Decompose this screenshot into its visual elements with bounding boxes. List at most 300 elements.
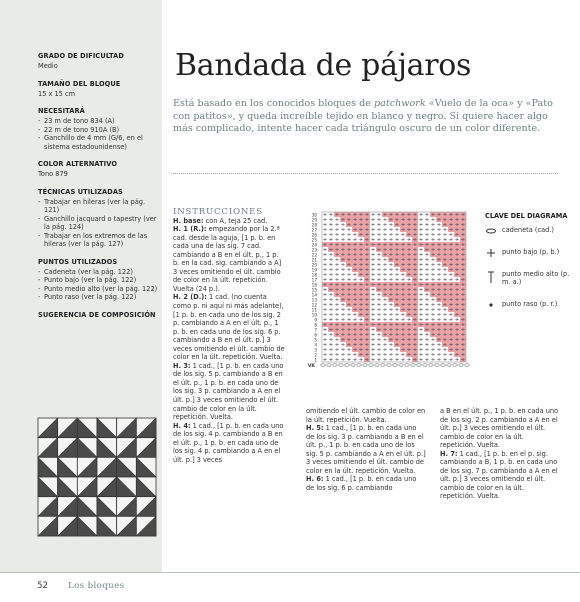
- block-size-heading: TAMAÑO DEL BLOQUE: [38, 79, 121, 88]
- stitch-symbol: [389, 238, 393, 241]
- single-crochet-icon: [485, 248, 499, 262]
- stitch-symbol: [371, 353, 375, 356]
- stitches-list: [38, 268, 158, 302]
- stitch-symbol: [341, 308, 345, 311]
- stitch-symbol: [323, 278, 327, 281]
- row-number-label: 23: [311, 247, 317, 253]
- stitch-symbol: [383, 308, 387, 311]
- block-size-value: 15 x 15 cm: [38, 89, 76, 98]
- row-text: 1 cad., [1 p. b. en cada uno de los sig. 3 p. cambiando a B en el últ. p., 1 p. b. en cada uno de los sig. 5 p. cambiando a A en el últ. p.] 3 veces omitiendo el últ. cambio de color en la últ. repetición. Vuelta.: [306, 424, 426, 475]
- stitch-symbol: [323, 353, 327, 356]
- stitch-symbol: [335, 313, 339, 316]
- chain-stitch-mark: [393, 364, 398, 366]
- stitch-symbol: [425, 353, 429, 356]
- row-number-label: 11: [311, 307, 317, 313]
- row-text: 1 cad. (no cuenta como p. ni aquí ni más adelante), [1 p. b. en cada uno de los sig. 2 p. cambiando a A en el últ. p., 1 p. b. en cada uno de los sig. 6 p. cambiando a B en el últ. p.] 3 veces omitiendo el últ. cambio de color en la últ. repetición. Vuelta.: [173, 293, 285, 362]
- stitch-symbol: [389, 303, 393, 306]
- row-number-label: 20: [311, 262, 317, 268]
- chain-stitch-mark: [453, 364, 458, 366]
- slip-stitch-icon: [485, 300, 499, 314]
- stitch-symbol: [383, 358, 387, 361]
- stitch-chart: [300, 208, 470, 369]
- stitch-symbol: [371, 333, 375, 336]
- stitch-symbol: [323, 253, 327, 256]
- stitch-symbol: [395, 308, 399, 311]
- stitch-symbol: [383, 238, 387, 241]
- row-number-label: 4: [314, 342, 317, 348]
- stitch-symbol: [383, 338, 387, 341]
- stitch-symbol: [371, 268, 375, 271]
- stitch-symbol: [323, 288, 327, 291]
- list-item: - 22 m de tono 910A (B): [38, 126, 158, 135]
- stitch-symbol: [353, 278, 357, 281]
- chain-stitch-mark: [405, 364, 410, 366]
- key-label: punto raso (p. r.): [502, 300, 558, 308]
- stitch-symbol: [437, 228, 441, 231]
- materials-list: [38, 117, 158, 151]
- stitch-symbol: [371, 248, 375, 251]
- stitch-symbol: [383, 263, 387, 266]
- stitch-symbol: [329, 348, 333, 351]
- sidebar-panel: [0, 0, 162, 572]
- stitch-symbol: [437, 273, 441, 276]
- stitch-symbol: [425, 253, 429, 256]
- stitch-symbol: [425, 268, 429, 271]
- stitch-symbol: [449, 353, 453, 356]
- stitch-symbol: [371, 298, 375, 301]
- key-item-single-crochet: [485, 248, 570, 266]
- instruction-paragraph: [306, 424, 426, 475]
- stitch-symbol: [335, 258, 339, 261]
- stitch-symbol: [377, 313, 381, 316]
- instruction-paragraph: [440, 450, 560, 501]
- stitch-symbol: [383, 348, 387, 351]
- row-text: omitiendo el últ. cambio de color en la últ. repetición. Vuelta.: [306, 407, 426, 424]
- stitch-symbol: [377, 338, 381, 341]
- stitch-symbol: [383, 268, 387, 271]
- row-text: 1 cad., [1 p. b. en cada uno de los sig. 4 p. cambiando a B en el últ. p., 1 p. b. en cada uno de los sig. 4 p. cambiando a A en el últ. p.] 3 veces: [173, 421, 284, 464]
- row-number-label: 19: [311, 267, 317, 273]
- chain-stitch-mark: [333, 364, 338, 366]
- stitch-symbol: [329, 303, 333, 306]
- difficulty-section: [38, 52, 158, 71]
- stitch-symbol: [341, 228, 345, 231]
- stitch-symbol: [437, 263, 441, 266]
- stitch-symbol: [419, 228, 423, 231]
- stitch-symbol: [329, 338, 333, 341]
- stitch-symbol: [455, 238, 459, 241]
- stitch-symbol: [431, 308, 435, 311]
- stitch-symbol: [329, 353, 333, 356]
- stitch-symbol: [341, 348, 345, 351]
- instruction-paragraph: [306, 407, 426, 424]
- stitch-symbol: [335, 348, 339, 351]
- composition-heading: SUGERENCIA DE COMPOSICIÓN: [38, 310, 156, 319]
- stitch-symbol: [359, 238, 363, 241]
- stitch-symbol: [371, 338, 375, 341]
- row-number-label: 21: [311, 257, 317, 263]
- stitch-symbol: [347, 318, 351, 321]
- stitch-symbol: [449, 233, 453, 236]
- row-number-label: 16: [311, 282, 317, 288]
- stitch-symbol: [401, 238, 405, 241]
- instruction-paragraph: [173, 217, 285, 226]
- stitch-symbol: [377, 238, 381, 241]
- stitch-symbol: [371, 288, 375, 291]
- alt-color-heading: COLOR ALTERNATIVO: [38, 160, 118, 169]
- stitch-symbol: [329, 258, 333, 261]
- stitch-symbol: [341, 353, 345, 356]
- stitch-symbol: [335, 298, 339, 301]
- stitch-symbol: [383, 353, 387, 356]
- stitch-symbol: [329, 253, 333, 256]
- stitch-symbol: [449, 358, 453, 361]
- stitch-symbol: [341, 223, 345, 226]
- stitch-symbol: [353, 313, 357, 316]
- stitch-symbol: [329, 333, 333, 336]
- list-item: - Trabajar en hileras (ver la pág. 121): [38, 198, 158, 215]
- stitch-symbol: [443, 228, 447, 231]
- list-item: - Punto bajo (ver la pág. 122): [38, 276, 158, 285]
- stitch-symbol: [323, 218, 327, 221]
- stitch-symbol: [347, 268, 351, 271]
- stitch-symbol: [323, 303, 327, 306]
- stitch-symbol: [329, 263, 333, 266]
- difficulty-value: Medio: [38, 62, 58, 70]
- chain-stitch-mark: [345, 364, 350, 366]
- stitch-symbol: [431, 318, 435, 321]
- stitch-symbol: [437, 303, 441, 306]
- stitch-symbol: [371, 238, 375, 241]
- stitch-symbol: [443, 278, 447, 281]
- key-label: punto bajo (p. b.): [502, 248, 560, 256]
- stitch-symbol: [353, 353, 357, 356]
- row-label: H. 1 (R.):: [173, 225, 207, 234]
- stitch-symbol: [335, 343, 339, 346]
- stitch-symbol: [341, 268, 345, 271]
- stitch-symbol: [359, 358, 363, 361]
- stitch-symbol: [329, 213, 333, 216]
- chain-stitch-mark: [321, 364, 326, 366]
- stitch-symbol: [437, 348, 441, 351]
- list-item: - Cadeneta (ver la pág. 122): [38, 268, 158, 277]
- stitch-symbol: [401, 273, 405, 276]
- page-title: Bandada de pájaros: [175, 48, 472, 83]
- stitch-symbol: [389, 263, 393, 266]
- row-number-label: 24: [311, 242, 317, 248]
- stitch-symbol: [425, 223, 429, 226]
- stitch-symbol: [383, 258, 387, 261]
- stitch-symbol: [377, 358, 381, 361]
- list-item: - 23 m de tono 834 (A): [38, 117, 158, 126]
- stitch-symbol: [443, 318, 447, 321]
- stitch-symbol: [329, 233, 333, 236]
- stitch-symbol: [443, 313, 447, 316]
- list-item: - Punto medio alto (ver la pág. 122): [38, 285, 158, 294]
- instruction-paragraph: [440, 407, 560, 450]
- chain-stitch-mark: [417, 364, 422, 366]
- block-size-section: [38, 80, 158, 99]
- stitch-symbol: [353, 238, 357, 241]
- stitch-symbol: [389, 343, 393, 346]
- stitch-symbol: [431, 358, 435, 361]
- stitch-symbol: [401, 313, 405, 316]
- stitch-symbol: [383, 278, 387, 281]
- row-number-label: 28: [311, 222, 317, 228]
- stitch-symbol: [329, 293, 333, 296]
- stitch-symbol: [371, 358, 375, 361]
- stitch-symbol: [347, 228, 351, 231]
- stitch-symbol: [431, 298, 435, 301]
- row-number-label: 9: [314, 317, 317, 323]
- row-number-label: 15: [311, 287, 317, 293]
- stitch-symbol: [383, 218, 387, 221]
- chart-key: [485, 212, 570, 322]
- section-divider: [173, 173, 558, 174]
- stitch-symbol: [425, 228, 429, 231]
- intro-text-start: Está basado en los conocidos bloques de: [173, 98, 375, 109]
- stitch-symbol: [371, 278, 375, 281]
- stitch-symbol: [419, 343, 423, 346]
- stitch-symbol: [371, 223, 375, 226]
- stitch-symbol: [377, 213, 381, 216]
- stitch-symbol: [335, 263, 339, 266]
- stitch-symbol: [437, 343, 441, 346]
- row-number-label: 13: [311, 297, 317, 303]
- stitch-symbol: [419, 348, 423, 351]
- stitch-symbol: [377, 278, 381, 281]
- stitch-symbol: [335, 358, 339, 361]
- stitch-symbol: [443, 268, 447, 271]
- stitch-symbol: [383, 303, 387, 306]
- stitch-symbol: [323, 223, 327, 226]
- stitch-symbol: [341, 318, 345, 321]
- stitch-symbol: [371, 218, 375, 221]
- stitch-symbol: [347, 238, 351, 241]
- stitch-symbol: [407, 238, 411, 241]
- row-number-label: 22: [311, 252, 317, 258]
- chain-stitch-mark: [375, 364, 380, 366]
- row-number-label: 18: [311, 272, 317, 278]
- instruction-paragraph: [173, 362, 285, 422]
- stitch-symbol: [425, 308, 429, 311]
- difficulty-heading: GRADO DE DIFICULTAD: [38, 52, 124, 60]
- instructions-column-1: [173, 208, 285, 464]
- stitch-symbol: [419, 248, 423, 251]
- stitch-symbol: [347, 233, 351, 236]
- composition-section: [38, 311, 158, 319]
- instructions-column-2: [306, 407, 426, 492]
- alt-color-section: [38, 160, 158, 179]
- stitch-symbol: [383, 313, 387, 316]
- stitch-symbol: [329, 218, 333, 221]
- row-number-label: 2: [314, 352, 317, 358]
- stitch-symbol: [353, 233, 357, 236]
- stitch-symbol: [395, 358, 399, 361]
- stitch-symbol: [425, 263, 429, 266]
- stitch-symbol: [377, 298, 381, 301]
- stitch-symbol: [323, 248, 327, 251]
- key-label: cadeneta (cad.): [502, 226, 554, 234]
- footer-divider: [0, 572, 580, 573]
- key-item-chain: [485, 226, 570, 244]
- stitch-symbol: [437, 278, 441, 281]
- stitch-symbol: [371, 273, 375, 276]
- stitch-symbol: [443, 348, 447, 351]
- row-number-label: 1: [314, 357, 317, 363]
- stitch-symbol: [419, 308, 423, 311]
- list-item: - Punto raso (ver la pág. 122): [38, 293, 158, 302]
- stitch-symbol: [395, 313, 399, 316]
- stitch-symbol: [425, 333, 429, 336]
- instruction-paragraph: [306, 475, 426, 492]
- stitch-symbol: [383, 228, 387, 231]
- instructions-column-3: [440, 407, 560, 501]
- stitch-symbol: [377, 218, 381, 221]
- stitch-symbol: [437, 223, 441, 226]
- stitch-symbol: [371, 228, 375, 231]
- stitch-symbol: [341, 263, 345, 266]
- stitch-symbol: [431, 228, 435, 231]
- instruction-paragraph: [173, 293, 285, 361]
- stitch-symbol: [341, 358, 345, 361]
- section-name: Los bloques: [68, 581, 125, 591]
- stitch-symbol: [329, 343, 333, 346]
- row-label: H. 6:: [306, 475, 324, 484]
- instructions-col2-body: [306, 407, 426, 492]
- stitches-heading: PUNTOS UTILIZADOS: [38, 257, 118, 266]
- stitch-symbol: [371, 313, 375, 316]
- row-text: a B en el últ. p., 1 p. b. en cada uno de los sig. 2 p. cambiando a A en el últ. p.] 3 veces omitiendo el últ. cambio de color en la últ. repetición. Vuelta.: [440, 407, 559, 450]
- stitch-symbol: [425, 313, 429, 316]
- stitch-symbol: [329, 278, 333, 281]
- row-label: H. 3:: [173, 361, 191, 370]
- stitch-symbol: [425, 258, 429, 261]
- stitch-symbol: [437, 308, 441, 311]
- stitch-symbol: [377, 353, 381, 356]
- stitch-symbol: [341, 343, 345, 346]
- stitch-symbol: [377, 263, 381, 266]
- stitch-symbol: [419, 328, 423, 331]
- page-number: 52: [37, 581, 48, 591]
- stitch-symbol: [341, 303, 345, 306]
- stitch-symbol: [437, 358, 441, 361]
- stitch-symbol: [377, 253, 381, 256]
- stitch-symbol: [389, 313, 393, 316]
- intro-paragraph: [173, 98, 558, 136]
- stitch-symbol: [395, 278, 399, 281]
- stitch-symbol: [443, 273, 447, 276]
- stitch-symbol: [323, 313, 327, 316]
- row-number-label: 7: [314, 327, 317, 333]
- stitch-symbol: [329, 308, 333, 311]
- stitch-symbol: [419, 238, 423, 241]
- stitch-symbol: [323, 338, 327, 341]
- stitch-symbol: [323, 328, 327, 331]
- chain-stitch-mark: [423, 364, 428, 366]
- stitch-symbol: [341, 278, 345, 281]
- stitch-symbol: [323, 308, 327, 311]
- stitch-symbol: [401, 358, 405, 361]
- stitch-symbol: [425, 218, 429, 221]
- stitch-symbol: [425, 338, 429, 341]
- stitch-symbol: [431, 223, 435, 226]
- stitch-symbol: [383, 273, 387, 276]
- stitch-symbol: [335, 318, 339, 321]
- chain-stitch-mark: [411, 364, 416, 366]
- list-item: - Trabajar en los extremos de las hileras (ver la pág. 127): [38, 232, 158, 249]
- intro-text-end: «Vuelo de la oca» y «Pato con patitos», y queda increíble tejido en blanco y negro. Si quiere hacer algo más complicado, intente hacer cada triángulo oscuro de un color diferente.: [173, 98, 553, 135]
- chain-stitch-icon: [485, 226, 499, 240]
- stitch-symbol: [425, 278, 429, 281]
- stitch-symbol: [425, 318, 429, 321]
- row-text: 1 cad., [1 p. b. en cada uno de los sig. 6 p. cambiando: [306, 475, 417, 492]
- key-label: punto medio alto (p. m. a.): [502, 270, 570, 287]
- stitch-symbol: [341, 238, 345, 241]
- stitch-symbol: [431, 348, 435, 351]
- stitch-symbol: [449, 313, 453, 316]
- stitch-symbol: [395, 238, 399, 241]
- chain-stitch-mark: [441, 364, 446, 366]
- stitch-symbol: [419, 223, 423, 226]
- stitch-symbol: [377, 308, 381, 311]
- stitch-symbol: [371, 258, 375, 261]
- stitch-symbol: [377, 223, 381, 226]
- row-number-label: 5: [314, 337, 317, 343]
- row-number-label: 27: [311, 227, 317, 233]
- stitch-symbol: [347, 308, 351, 311]
- instructions-col3-body: [440, 407, 560, 501]
- chain-stitch-mark: [465, 364, 470, 366]
- stitch-symbol: [359, 278, 363, 281]
- stitch-symbol: [401, 353, 405, 356]
- chain-stitch-mark: [351, 364, 356, 366]
- stitch-symbol: [437, 233, 441, 236]
- stitch-symbol: [347, 273, 351, 276]
- row-number-label: 8: [314, 322, 317, 328]
- row-text: 1 cad., [1 p. b. en el p. sig. cambiando a B, 1 p. b. en cada uno de los sig. 7 p. cambiando a A en el últ. p.] 3 veces omitiendo el últ. cambio de color en la últ. repetición. Vuelta.: [440, 449, 558, 501]
- stitch-symbol: [335, 223, 339, 226]
- stitch-symbol: [419, 258, 423, 261]
- stitch-symbol: [383, 318, 387, 321]
- stitch-symbol: [389, 273, 393, 276]
- stitch-symbol: [335, 268, 339, 271]
- stitch-symbol: [377, 273, 381, 276]
- stitch-symbol: [341, 233, 345, 236]
- foundation-row-label: VK: [307, 363, 315, 369]
- stitch-symbol: [353, 318, 357, 321]
- stitch-symbol: [449, 238, 453, 241]
- stitch-symbol: [341, 313, 345, 316]
- chain-stitch-mark: [387, 364, 392, 366]
- stitch-symbol: [341, 273, 345, 276]
- stitch-symbol: [419, 353, 423, 356]
- stitch-symbol: [371, 343, 375, 346]
- stitch-symbol: [419, 263, 423, 266]
- stitch-symbol: [419, 288, 423, 291]
- stitch-symbol: [383, 223, 387, 226]
- stitch-symbol: [431, 353, 435, 356]
- stitch-symbol: [431, 268, 435, 271]
- list-item: - Ganchillo jacquard o tapestry (ver la pág. 124): [38, 215, 158, 232]
- stitch-symbol: [329, 318, 333, 321]
- chain-stitch-mark: [399, 364, 404, 366]
- stitch-symbol: [323, 358, 327, 361]
- stitch-symbol: [383, 343, 387, 346]
- stitch-symbol: [431, 278, 435, 281]
- stitch-symbol: [437, 318, 441, 321]
- stitch-symbol: [335, 278, 339, 281]
